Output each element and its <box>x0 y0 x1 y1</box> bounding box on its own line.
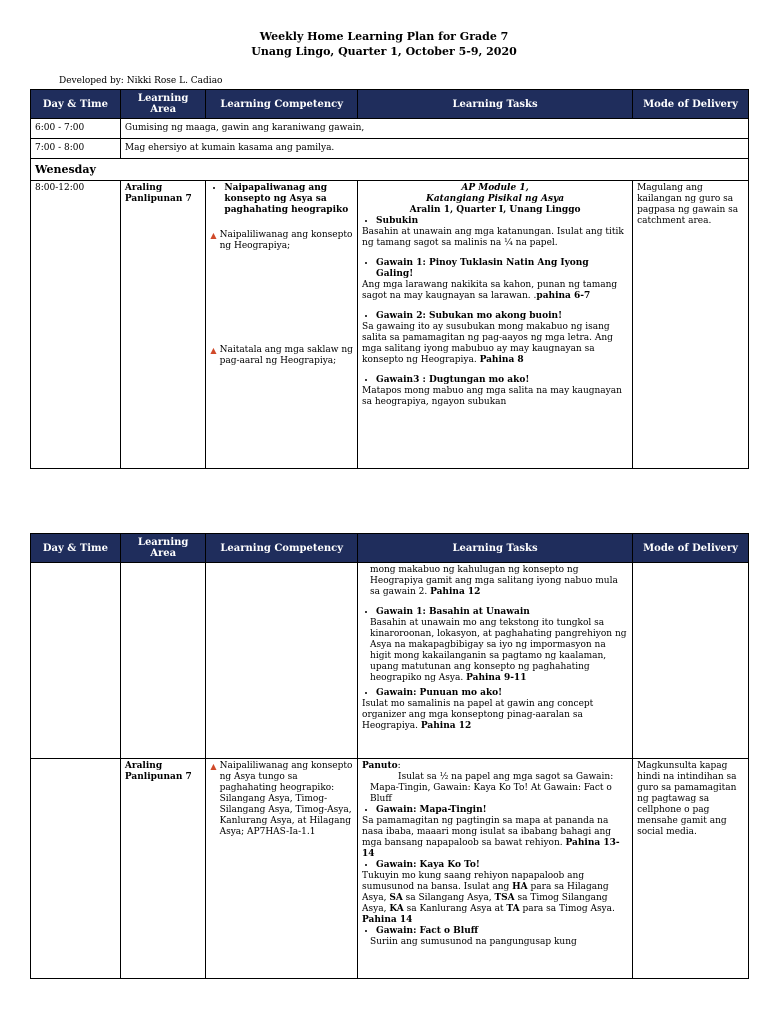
task-cell: Gumising ng maaga, gawin ang karaniwang gawain, <box>120 119 748 139</box>
task-text: Sa gawaing ito ay susubukan mong makabuo ng isang salita sa pamamagitan ng pag-aayos ng mga letra. Ang mga salitang iyong mabubuo ay may kaugnayan sa konsepto ng Heograpiya. Pahina 8 <box>362 322 613 365</box>
task-text: Ang mga larawang nakikita sa kahon, punan ng tamang sagot na may kaugnayan sa larawan. .pahina 6-7 <box>362 280 618 301</box>
task-title: • Gawain: Punuan mo ako! <box>376 688 628 699</box>
tasks-cell <box>358 181 633 469</box>
developed-by: Developed by: Nikki Rose L. Cadiao <box>59 76 223 86</box>
table-row <box>31 563 749 759</box>
competency-cell <box>206 759 358 979</box>
task-title: • Gawain: Fact o Bluff <box>376 926 628 937</box>
module-title: AP Module 1, <box>461 183 529 193</box>
col-learning-competency: Learning Competency <box>206 534 358 563</box>
mode-cell <box>633 563 749 759</box>
time-cell: 7:00 - 8:00 <box>31 139 121 159</box>
tasks-cell <box>358 563 633 759</box>
task-text: Sa pamamagitan ng pagtingin sa mapa at pananda na nasa ibaba, maaari mong isulat sa ibabang bahagi ang mga bansang napapaloob sa bawat rehiyon. Pahina 13-14 <box>362 816 620 859</box>
task-title: • Gawain 1: Pinoy Tuklasin Natin Ang Iyong Galing! <box>376 258 628 280</box>
tasks-cell <box>358 759 633 979</box>
learning-area-cell: Araling Panlipunan 7 <box>120 181 206 469</box>
mode-cell: Magkunsulta kapag hindi na intindihan sa guro sa pamamagitan ng pagtawag sa cellphone o pag mensahe gamit ang social media. <box>633 759 749 979</box>
task-text: Isulat mo samalinis na papel at gawin ang concept organizer ang mga konseptong pinag-aaralan sa Heograpiya. Pahina 12 <box>362 699 594 731</box>
task-text: Basahin at unawain mo ang tekstong ito tungkol sa kinaroroonan, lokasyon, at paghahating pangrehiyon ng Asya na makapagbibigay sa iyo ng impormasyon na higit mong kakailanganin sa pagtamo ng kaalaman, upang matutunan ang konsepto ng paghahating heograpiko ng Asya. Pahina 9-11 <box>370 618 627 683</box>
mode-cell: Magulang ang kailangan ng guro sa pagpasa ng gawain sa catchment area. <box>633 181 749 469</box>
competency-item: ▲ Naitatala ang mga saklaw ng pag-aaral ng Heograpiya; <box>210 345 353 366</box>
col-mode-of-delivery: Mode of Delivery <box>633 534 749 563</box>
learning-area-cell: Araling Panlipunan 7 <box>120 759 206 979</box>
task-title: • Gawain 1: Basahin at Unawain <box>376 607 628 618</box>
col-day-time: Day & Time <box>31 90 121 119</box>
day-row <box>31 159 749 181</box>
bullet-flag-icon: ▲ <box>210 231 217 240</box>
col-learning-tasks: Learning Tasks <box>358 90 633 119</box>
time-cell: 6:00 - 7:00 <box>31 119 121 139</box>
task-title: • Gawain 2: Subukan mo akong buoin! <box>376 311 628 322</box>
col-learning-competency: Learning Competency <box>206 90 358 119</box>
table-row <box>31 119 749 139</box>
module-subtitle: Katangiang Pisikal ng Asya <box>426 194 565 204</box>
table-header-row <box>31 90 749 119</box>
time-cell <box>31 759 121 979</box>
task-text: mong makabuo ng kahulugan ng konsepto ng Heograpiya gamit ang mga salitang iyong nabuo mula sa gawain 2. Pahina 12 <box>370 565 618 597</box>
col-mode-of-delivery: Mode of Delivery <box>633 90 749 119</box>
task-text: Suriin ang sumusunod na pangungusap kung <box>370 937 577 947</box>
competency-main: • Naipapaliwanag ang konsepto ng Asya sa paghahating heograpiko <box>224 183 353 216</box>
task-text: Isulat sa ½ na papel ang mga sagot sa Gawain: Mapa-Tingin, Gawain: Kaya Ko To! At Gawain: Fact o Bluff <box>370 772 614 804</box>
task-title: • Gawain3 : Dugtungan mo ako! <box>376 375 628 386</box>
col-day-time: Day & Time <box>31 534 121 563</box>
bullet-flag-icon: ▲ <box>210 346 217 355</box>
task-title: • Subukin <box>376 216 628 227</box>
document-subtitle: Unang Lingo, Quarter 1, October 5-9, 2020 <box>251 45 517 58</box>
learning-area-cell <box>120 563 206 759</box>
col-learning-area: Learning Area <box>120 90 206 119</box>
task-title: • Gawain: Kaya Ko To! <box>376 860 628 871</box>
module-lesson: Aralin 1, Quarter I, Unang Linggo <box>409 205 581 215</box>
bullet-flag-icon: ▲ <box>210 762 217 771</box>
document-title: Weekly Home Learning Plan for Grade 7 <box>259 30 509 43</box>
task-cell: Mag ehersiyo at kumain kasama ang pamilya. <box>120 139 748 159</box>
table-header-row <box>31 534 749 563</box>
plan-table-2 <box>30 533 749 979</box>
plan-table-1 <box>30 89 749 469</box>
time-cell: 8:00-12:00 <box>31 181 121 469</box>
table-row <box>31 759 749 979</box>
task-title: • Gawain: Mapa-Tingin! <box>376 805 628 816</box>
table-row <box>31 139 749 159</box>
task-text: Matapos mong mabuo ang mga salita na may kaugnayan sa heograpiya, ngayon subukan <box>362 386 622 407</box>
time-cell <box>31 563 121 759</box>
day-label: Wenesday <box>31 159 749 181</box>
table-row <box>31 181 749 469</box>
competency-cell <box>206 181 358 469</box>
task-text: Tukuyin mo kung saang rehiyon napapaloob ang sumusunod na bansa. Isulat ang HA para sa Hilagang Asya, SA sa Silangang Asya, TSA sa Timog Silangang Asya, KA sa Kanlurang Asya at TA para sa Timog Asya. Pahina 14 <box>362 871 615 925</box>
col-learning-tasks: Learning Tasks <box>358 534 633 563</box>
task-text: Basahin at unawain ang mga katanungan. Isulat ang titik ng tamang sagot sa malinis na ¼ na papel. <box>362 227 624 248</box>
competency-item: ▲ Naipaliliwanag ang konsepto ng Asya tungo sa paghahating heograpiko: Silangang Asya, Timog-Silangang Asya, Timog-Asya, Kanlurang Asya, at Hilagang Asya; AP7HAS-Ia-1.1 <box>210 761 353 837</box>
panuto: Panuto: <box>362 761 401 771</box>
competency-item: ▲ Naipaliliwanag ang konsepto ng Heograpiya; <box>210 230 353 251</box>
competency-cell <box>206 563 358 759</box>
col-learning-area: Learning Area <box>120 534 206 563</box>
